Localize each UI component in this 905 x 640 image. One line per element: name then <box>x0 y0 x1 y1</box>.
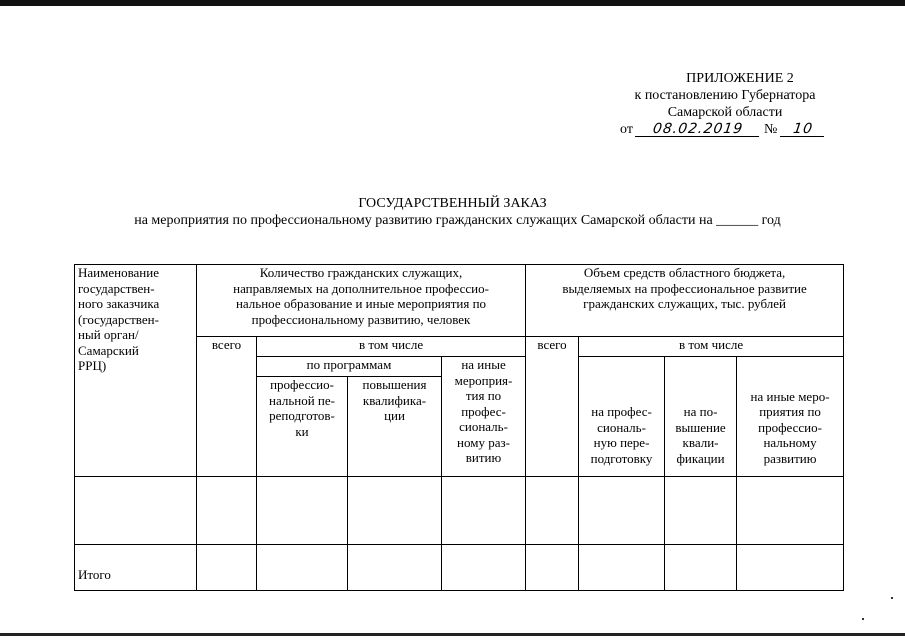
total-cell <box>579 545 665 591</box>
appendix-region: Самарской области <box>667 105 783 120</box>
document-subtitle: на мероприятия по профессиональному развитию гражданских служащих Самарской области на ______ год <box>134 213 781 228</box>
scan-speck <box>862 618 864 620</box>
date-prefix: от <box>620 122 633 137</box>
bud-total-header: всего <box>526 337 579 477</box>
total-row <box>75 545 844 591</box>
bud-retraining-header: на профес- сиональ- ную пере- подготовку <box>579 357 665 477</box>
appendix-title: ПРИЛОЖЕНИЕ 2 <box>686 71 794 86</box>
scan-bottom-edge <box>0 633 905 636</box>
data-cell <box>257 477 348 545</box>
data-cell-customer <box>75 477 197 545</box>
document-title: ГОСУДАРСТВЕННЫЙ ЗАКАЗ <box>358 196 547 211</box>
data-cell <box>579 477 665 545</box>
group-employees-header: Количество гражданских служащих, направляемых на дополнительное профессио- нальное образование и иные мероприятия по профессиональному развитию, человек <box>197 265 526 337</box>
emp-by-programs-header: по программам <box>257 357 442 377</box>
emp-retraining-header: профессио- нальной пе- реподготов- ки <box>257 377 348 477</box>
total-cell <box>737 545 844 591</box>
bud-qualification-header: на по- вышение квали- фикации <box>665 357 737 477</box>
appendix-header <box>600 70 850 138</box>
handwritten-date: 08.02.2019 <box>635 122 761 137</box>
itogo-label: Итого <box>75 545 197 591</box>
scan-top-edge <box>0 0 905 6</box>
total-cell <box>257 545 348 591</box>
handwritten-number: 10 <box>780 122 826 137</box>
state-order-table <box>74 264 844 591</box>
bud-including-header: в том числе <box>579 337 844 357</box>
total-cell <box>348 545 442 591</box>
data-cell <box>526 477 579 545</box>
data-cell <box>737 477 844 545</box>
data-cell <box>442 477 526 545</box>
emp-including-header: в том числе <box>257 337 526 357</box>
total-cell <box>526 545 579 591</box>
scan-speck <box>891 597 893 599</box>
number-prefix: № <box>763 122 778 137</box>
emp-qualification-header: повышения квалифика- ции <box>348 377 442 477</box>
group-budget-header: Объем средств областного бюджета, выделяемых на профессиональное развитие гражданских служащих, тыс. рублей <box>526 265 844 337</box>
emp-other-events-header: на иные мероприя- тия по профес- сиональ- ному раз- витию <box>442 357 526 477</box>
data-cell <box>665 477 737 545</box>
appendix-date-line <box>600 121 850 138</box>
emp-total-header: всего <box>197 337 257 477</box>
col-customer-header: Наименование государствен- ного заказчика (государствен- ный орган/ Самарский РРЦ) <box>75 265 197 477</box>
total-cell <box>665 545 737 591</box>
total-cell <box>197 545 257 591</box>
total-cell <box>442 545 526 591</box>
data-cell <box>197 477 257 545</box>
table-row <box>75 477 844 545</box>
bud-other-events-header: на иные меро- приятия по профессио- нальному развитию <box>737 357 844 477</box>
appendix-resolution: к постановлению Губернатора <box>634 88 816 103</box>
data-cell <box>348 477 442 545</box>
